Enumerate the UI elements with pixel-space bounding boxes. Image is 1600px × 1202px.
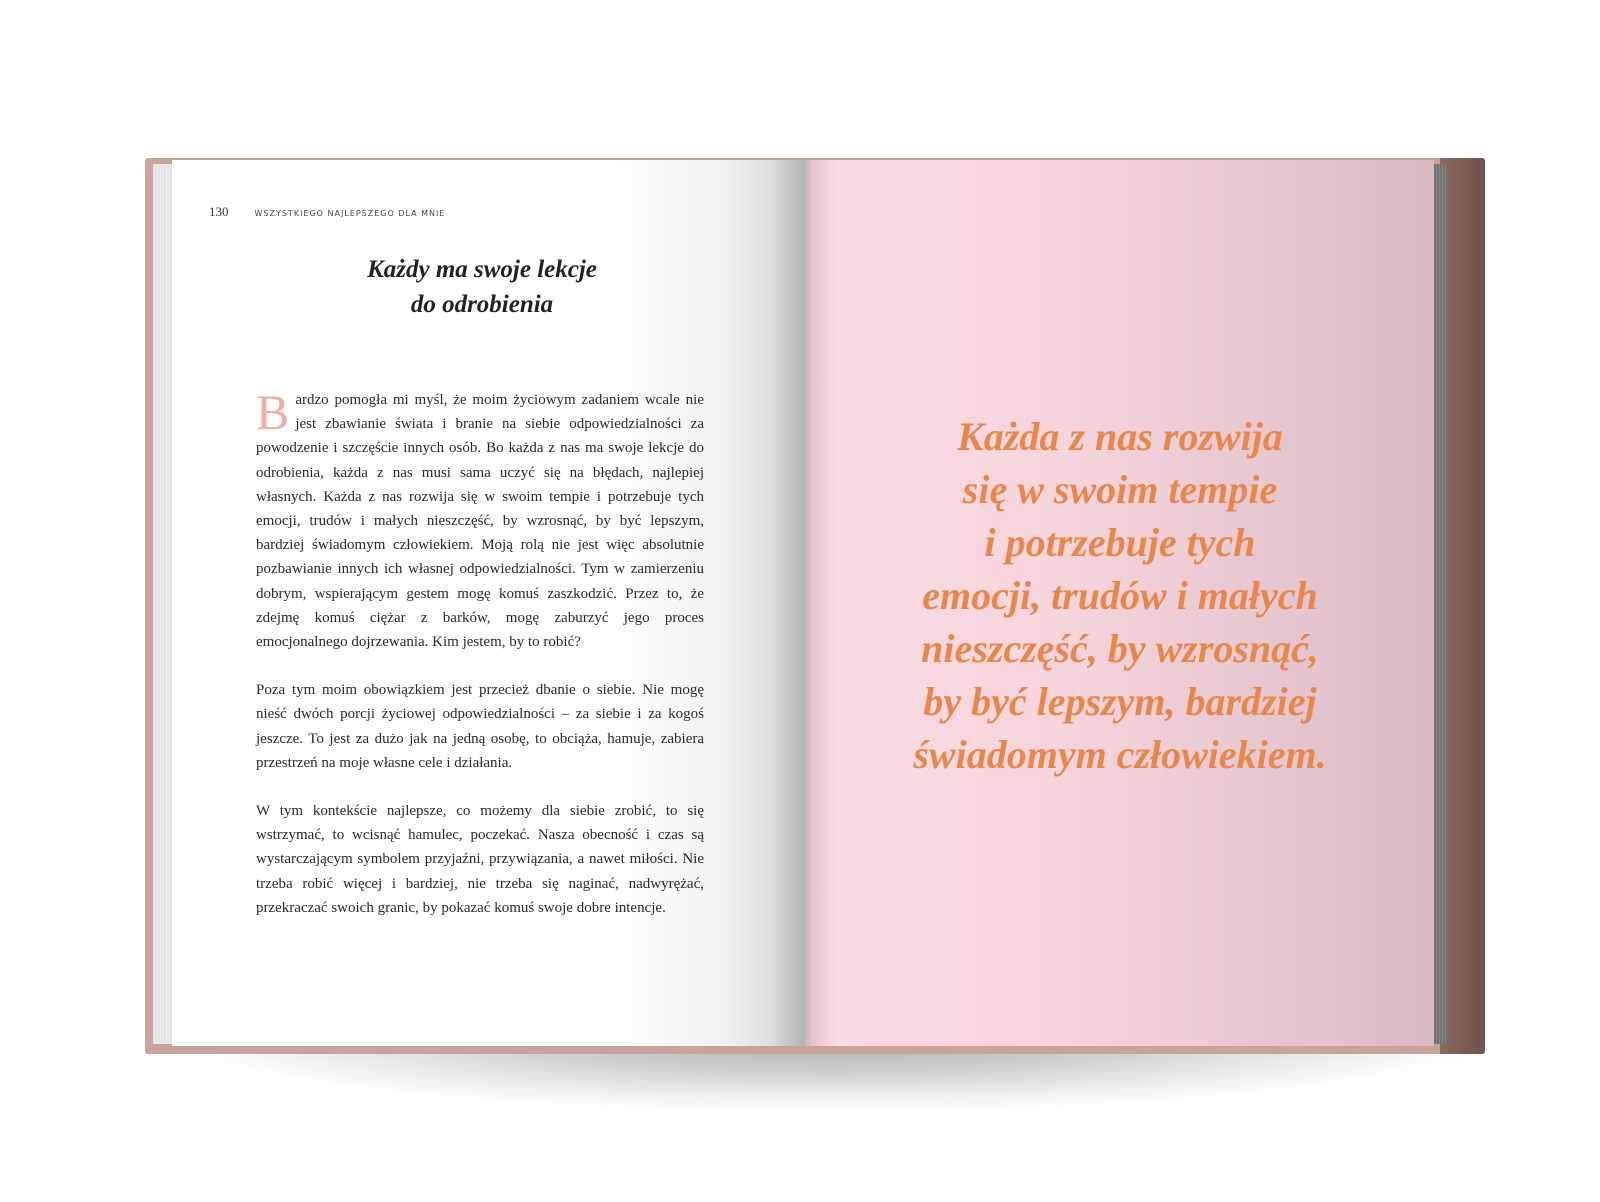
paragraph-1 (256, 384, 704, 654)
quote-line: i potrzebuje tych (984, 520, 1256, 565)
quote-line: się w swoim tempie (962, 467, 1278, 512)
chapter-title (256, 252, 708, 322)
running-head (209, 204, 445, 220)
paragraph-text: ardzo pomogła mi myśl, że moim życiowym zadaniem wcale nie jest zbawianie świata i branie na siebie odpowiedzialności za powodzenie i szczęście innych osób. Bo każda z nas ma swoje lekcje do odrobienia, każda z nas musi sama uczyć się na błędach, najlepiej własnych. Każda z nas rozwija się w swoim tempie i potrzebuje tych emocji, trudów i małych nieszczęść, by wzrosnąć, by być lepszym, bardziej świadomym człowiekiem. Moją rolą nie jest więc absolutnie pozbawianie innych ich własnej odpowiedzialności. Tym w zamierzeniu dobrym, wspierającym gestem mogę komuś zaszkodzić. Przez to, że zdejmę komuś ciężar z barków, mogę zaburzyć jego proces emocjonalnego dojrzewania. Kim jestem, by to robić? (256, 392, 704, 651)
book-cover-edge (1440, 158, 1485, 1054)
page-number: 130 (209, 204, 229, 219)
chapter-title-line: do odrobienia (410, 291, 554, 318)
quote-line: świadomym człowiekiem. (913, 732, 1327, 777)
quote-line: emocji, trudów i małych (922, 573, 1318, 618)
pull-quote (870, 410, 1370, 781)
paragraph-3: W tym kontekście najlepsze, co możemy dla siebie zrobić, to się wstrzymać, to wcisnąć hamulec, poczekać. Nasza obecność i czas są wystarczającym symbolem przyjaźni, przywiązania, a nawet miłości. Nie trzeba robić więcej i bardziej, nie trzeba się naginać, nadwyrężać, przekraczać swoich granic, by pokazać komuś swoje dobre intencje. (256, 803, 704, 916)
book-spine-shadow (770, 160, 840, 1046)
quote-line: Każda z nas rozwija (957, 414, 1283, 459)
page-stack-right (1432, 164, 1446, 1044)
paragraph-2: Poza tym moim obowiązkiem jest przecież dbanie o siebie. Nie mogę nieść dwóch porcji życiowej odpowiedzialności – za siebie i za kogoś jeszcze. To jest za dużo jak na jedną osobę, to obciąża, hamuje, zabiera przestrzeń na moje własne cele i działania. (256, 682, 704, 771)
chapter-title-line: Każdy ma swoje lekcje (367, 256, 597, 283)
body-text (256, 384, 704, 944)
running-title: WSZYSTKIEGO NAJLEPSZEGO DLA MNIE (254, 209, 446, 218)
quote-line: by być lepszym, bardziej (923, 679, 1317, 724)
drop-cap: B (256, 384, 290, 440)
quote-line: nieszczęść, by wzrosnąć, (921, 626, 1319, 671)
